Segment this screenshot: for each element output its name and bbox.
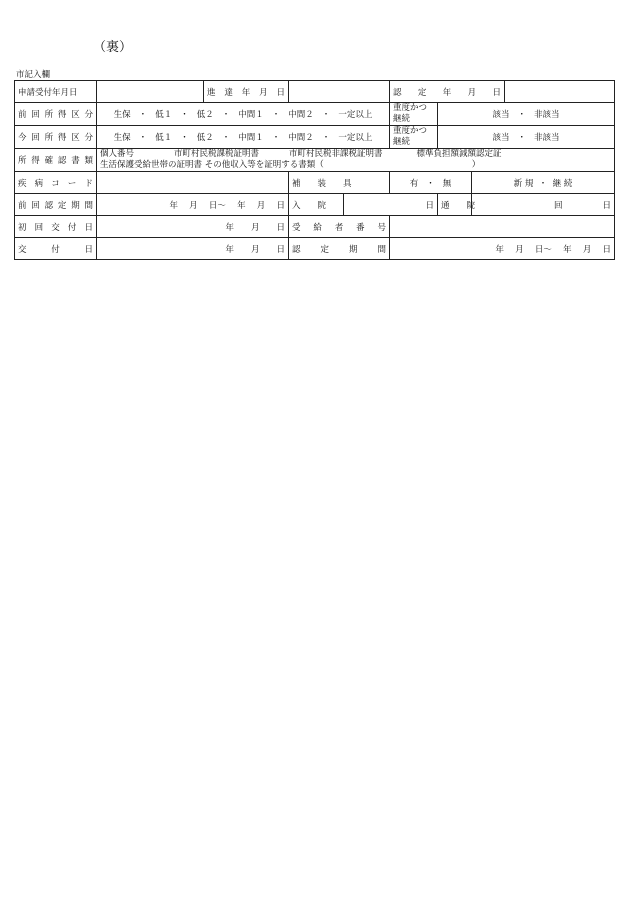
page-heading: （裏） xyxy=(93,40,133,55)
prev-income-options[interactable]: 生保 ・ 低１ ・ 低２ ・ 中間１ ・ 中間２ ・ 一定以上 xyxy=(97,103,390,126)
prev-severe-label: 重度かつ 継続 xyxy=(390,103,438,126)
recipient-number-label: 受 給 者 番 号 xyxy=(289,216,390,238)
row-disease xyxy=(15,172,615,194)
municipal-entry-form xyxy=(14,80,615,260)
doc-other-income: その他収入等を証明する書類（ xyxy=(204,160,324,170)
application-date-label: 申請受付年月日 xyxy=(15,81,97,103)
device-label: 補 装 具 xyxy=(289,172,390,194)
device-options[interactable]: 有 ・ 無 xyxy=(390,172,472,194)
curr-income-options[interactable]: 生保 ・ 低１ ・ 低２ ・ 中間１ ・ 中間２ ・ 一定以上 xyxy=(97,126,390,149)
issue-date-label: 交 付 日 xyxy=(15,238,97,260)
income-docs-label: 所得確認書類 xyxy=(15,149,97,172)
doc-welfare-cert: 生活保護受給世帯の証明書 xyxy=(100,160,203,170)
prev-period-field[interactable]: 年 月 日〜 年 月 日 xyxy=(97,194,289,216)
new-continue-options[interactable]: 新 規 ・ 継 続 xyxy=(472,172,615,194)
inpatient-days[interactable]: 日 xyxy=(344,194,438,216)
section-title: 市記入欄 xyxy=(16,70,51,80)
sent-date-field[interactable] xyxy=(289,81,390,103)
issue-date-field[interactable]: 年 月 日 xyxy=(97,238,289,260)
row-application-dates xyxy=(15,81,615,103)
row-prev-period xyxy=(15,194,615,216)
curr-income-label: 今回所得区分 xyxy=(15,126,97,149)
application-date-field[interactable] xyxy=(97,81,204,103)
approval-period-label: 認 定 期 間 xyxy=(289,238,390,260)
row-income-docs xyxy=(15,149,615,172)
row-prev-income xyxy=(15,103,615,126)
doc-taxable-cert: 市町村民税課税証明書 xyxy=(174,149,260,159)
row-curr-income xyxy=(15,126,615,149)
outpatient-label: 通 院 xyxy=(438,194,472,216)
row-issue xyxy=(15,238,615,260)
first-issue-field[interactable]: 年 月 日 xyxy=(97,216,289,238)
sent-date-label: 進 達 年 月 日 xyxy=(204,81,289,103)
disease-code-label: 疾 病 コ ー ド xyxy=(15,172,97,194)
prev-income-label: 前回所得区分 xyxy=(15,103,97,126)
recipient-number-field[interactable] xyxy=(390,216,615,238)
approval-date-label: 認 定 年 月 日 xyxy=(390,81,505,103)
income-docs-options[interactable]: 個人番号 市町村民税課税証明書 市町村民税非課税証明書 標準負担額減額認定証 生活保護受給世帯の証明書 その他収入等を証明する書類（ ） xyxy=(97,149,615,172)
doc-reduction-cert: 標準負担額減額認定証 xyxy=(416,149,502,159)
approval-date-field[interactable] xyxy=(505,81,615,103)
prev-severe-options[interactable]: 該当 ・ 非該当 xyxy=(438,103,615,126)
row-first-issue xyxy=(15,216,615,238)
first-issue-label: 初 回 交 付 日 xyxy=(15,216,97,238)
approval-period-field[interactable]: 年 月 日〜 年 月 日 xyxy=(390,238,615,260)
disease-code-field[interactable] xyxy=(97,172,289,194)
curr-severe-options[interactable]: 該当 ・ 非該当 xyxy=(438,126,615,149)
doc-nontaxable-cert: 市町村民税非課税証明書 xyxy=(289,149,383,159)
inpatient-label: 入 院 xyxy=(289,194,344,216)
prev-period-label: 前回認定期間 xyxy=(15,194,97,216)
outpatient-field[interactable]: 回 日 xyxy=(472,194,615,216)
doc-my-number: 個人番号 xyxy=(100,149,135,159)
curr-severe-label: 重度かつ 継続 xyxy=(390,126,438,149)
